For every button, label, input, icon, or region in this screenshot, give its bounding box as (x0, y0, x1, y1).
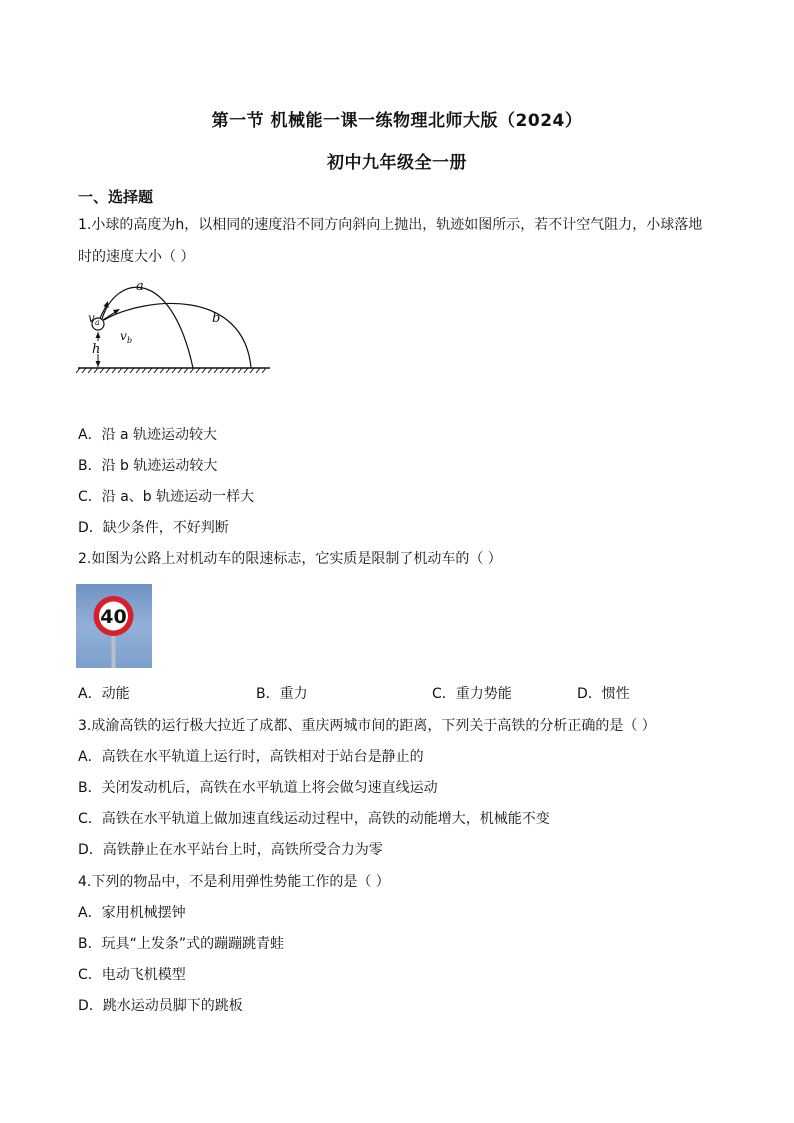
question-3-option-d: D．高铁静止在水平站台上时，高铁所受合力为零 (78, 842, 383, 858)
question-1-stem-line-1: 1.小球的高度为h，以相同的速度沿不同方向斜向上抛出，轨迹如图所示，若不计空气阻力，小球落地 (78, 217, 703, 233)
svg-text:v (88, 311, 95, 325)
question-2-stem: 2.如图为公路上对机动车的限速标志，它实质是限制了机动车的（ ） (78, 551, 502, 567)
trajectory-b-label: b (212, 311, 221, 326)
svg-text:b (127, 336, 132, 345)
question-2-option-c: C．重力势能 (432, 686, 512, 702)
trajectory-figure (76, 276, 276, 408)
page-title: 第一节 机械能一课一练物理北师大版（2024） (211, 111, 583, 131)
question-1-option-c: C．沿 a、b 轨迹运动一样大 (78, 489, 255, 505)
question-3-option-b: B．关闭发动机后，高铁在水平轨道上将会做匀速直线运动 (78, 780, 438, 796)
question-2-option-b: B．重力 (256, 686, 308, 702)
velocity-a-subscript: a (95, 318, 100, 327)
velocity-b-label: v (120, 329, 127, 343)
sign-speed-number: 40 (100, 606, 127, 628)
question-1-option-d: D．缺少条件，不好判断 (78, 520, 229, 536)
ground-hatching (76, 368, 266, 373)
question-4-option-c: C．电动飞机模型 (78, 967, 186, 983)
svg-text:a (95, 318, 100, 327)
svg-text:v (120, 329, 127, 343)
question-3-option-a: A．高铁在水平轨道上运行时，高铁相对于站台是静止的 (78, 749, 424, 765)
speed-limit-sign-photo (76, 584, 152, 668)
section-heading: 一、选择题 (78, 188, 154, 206)
question-4-option-b: B．玩具“上发条”式的蹦蹦跳青蛙 (78, 936, 285, 952)
page-subtitle: 初中九年级全一册 (327, 153, 467, 173)
height-label: h (92, 342, 101, 357)
question-2-option-a: A．动能 (78, 686, 130, 702)
trajectory-a-label: a (136, 279, 144, 294)
question-4-option-a: A．家用机械摆钟 (78, 905, 186, 921)
velocity-a-label: v (88, 311, 95, 325)
question-3-stem: 3.成渝高铁的运行极大拉近了成都、重庆两城市间的距离，下列关于高铁的分析正确的是（ ） (78, 718, 656, 734)
question-1-option-a: A．沿 a 轨迹运动较大 (78, 427, 218, 443)
question-4-stem: 4.下列的物品中，不是利用弹性势能工作的是（ ） (78, 874, 390, 890)
question-3-option-c: C．高铁在水平轨道上做加速直线运动过程中，高铁的动能增大，机械能不变 (78, 811, 550, 827)
question-1-stem-line-2: 时的速度大小（ ） (78, 249, 195, 265)
trajectory-a (102, 287, 193, 368)
question-2-option-d: D．惯性 (577, 686, 630, 702)
question-4-option-d: D．跳水运动员脚下的跳板 (78, 998, 243, 1014)
question-1-option-b: B．沿 b 轨迹运动较大 (78, 458, 218, 474)
velocity-b-subscript: b (127, 336, 133, 345)
